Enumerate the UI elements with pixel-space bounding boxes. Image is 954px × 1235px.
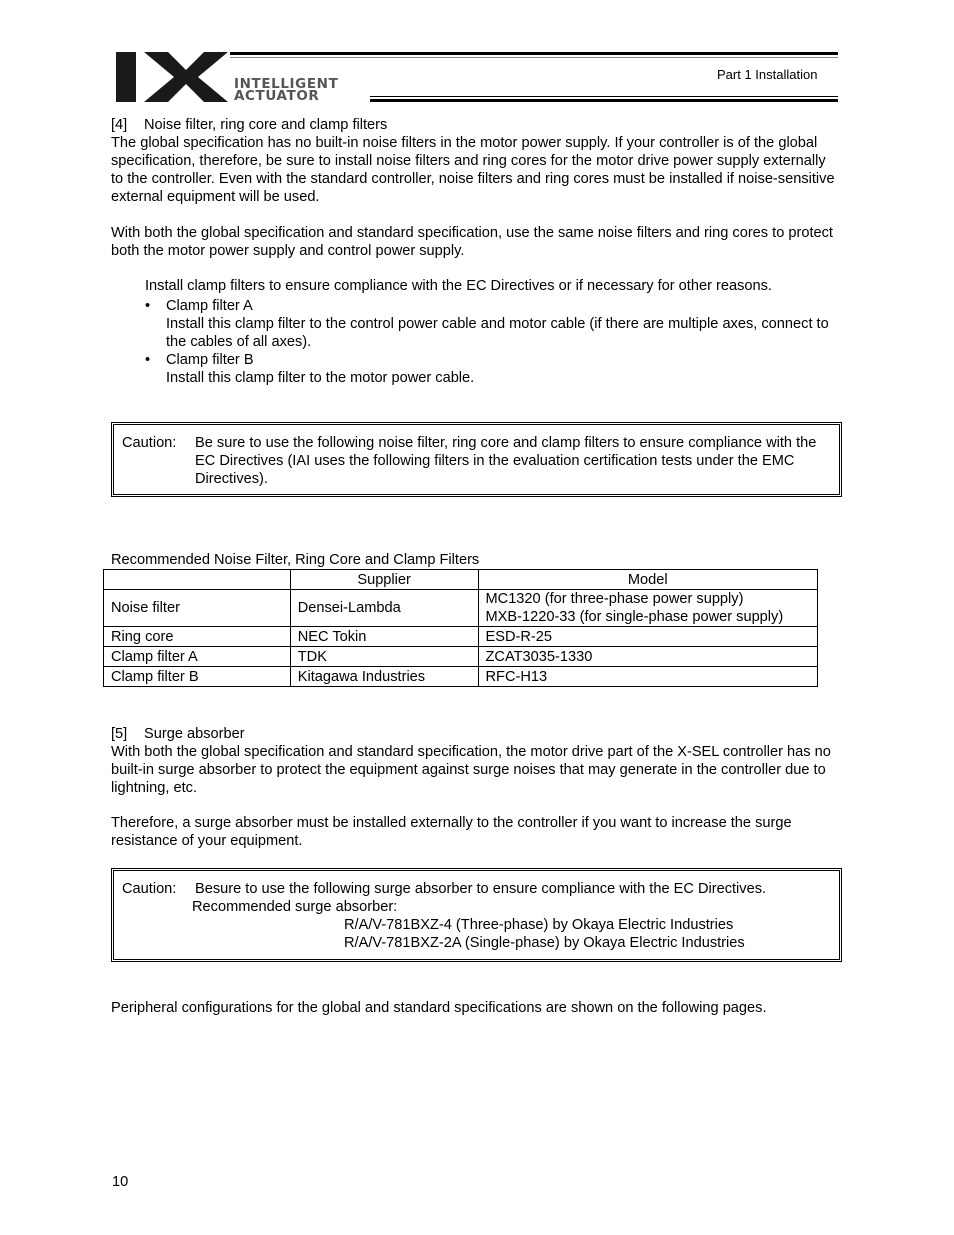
surge-model: R/A/V-781BXZ-4 (Three-phase) by Okaya Electric Industries [344, 917, 734, 933]
logo-line-intelligent: INTELLIGENT [234, 76, 339, 92]
section-4-paragraph-1: The global specification has no built-in noise filters in the motor power supply. If your controller is of the global specification, therefore, be sure to install noise filters and ring cores for the motor drive power supply externally to the controller. Even with the standard controller, noise filters and ring cores must be installed if noise-sensitive external equipment will be used. [111, 135, 835, 205]
section-4-paragraph-2: With both the global specification and standard specification, use the same noise filters and ring cores to protect both the motor power supply and control power supply. [111, 225, 833, 259]
section-5-heading [111, 725, 245, 743]
bullet-icon: • [145, 352, 151, 368]
cell-model [478, 590, 818, 627]
cell-item: Ring core [104, 627, 291, 647]
table-caption: Recommended Noise Filter, Ring Core and Clamp Filters [111, 552, 480, 568]
cell-supplier: NEC Tokin [290, 627, 478, 647]
cell-item: Clamp filter A [104, 647, 291, 667]
model-line: MXB-1220-33 (for single-phase power supply) [485, 609, 784, 625]
cell-supplier: Kitagawa Industries [290, 667, 478, 687]
section-4-number: [4] [111, 117, 128, 133]
table-row [104, 627, 818, 647]
caution-box-filters [111, 422, 842, 497]
recommended-filters-table [103, 569, 818, 687]
section-5-number: [5] [111, 726, 128, 742]
section-4-heading [111, 116, 387, 134]
table-header-item [104, 570, 291, 590]
table-row [104, 590, 818, 627]
caution-label: Caution: [122, 435, 177, 451]
model-line: MC1320 (for three-phase power supply) [485, 591, 744, 607]
bullet-text: Install this clamp filter to the motor power cable. [166, 370, 475, 386]
bullet-text: Install this clamp filter to the control power cable and motor cable (if there are multiple axes, connect to the cables of all axes). [166, 316, 829, 350]
logo-wordmark [234, 78, 338, 102]
bullet-clamp-filter-b [145, 351, 835, 387]
table-header-model: Model [478, 570, 818, 590]
bullet-icon: • [145, 298, 151, 314]
clamp-intro: Install clamp filters to ensure compliance with the EC Directives or if necessary for other reasons. [145, 278, 772, 294]
cell-model: RFC-H13 [478, 667, 818, 687]
caution-subheading: Recommended surge absorber: [192, 899, 398, 915]
table-header-row [104, 570, 818, 590]
closing-paragraph: Peripheral configurations for the global and standard specifications are shown on the following pages. [111, 1000, 767, 1016]
header-rule-top [230, 52, 838, 55]
section-5-paragraph-2: Therefore, a surge absorber must be installed externally to the controller if you want to increase the surge resistance of your equipment. [111, 815, 792, 849]
bullet-clamp-filter-a [145, 297, 835, 351]
logo-line-actuator: ACTUATOR [234, 88, 320, 104]
caution-text: Besure to use the following surge absorber to ensure compliance with the EC Directives. [195, 881, 767, 897]
caution-box-surge [111, 868, 842, 962]
cell-model: ESD-R-25 [478, 627, 818, 647]
page-number: 10 [112, 1174, 129, 1190]
table-row [104, 667, 818, 687]
ix-logo-mark [116, 52, 228, 102]
header-rule-bottom [370, 99, 838, 102]
bullet-title: Clamp filter B [166, 352, 254, 368]
header-rule-top-thin [230, 57, 838, 58]
cell-supplier: Densei-Lambda [290, 590, 478, 627]
caution-text: Be sure to use the following noise filter, ring core and clamp filters to ensure compliance with the EC Directives (IAI uses the following filters in the evaluation certification tests under the EMC Directives). [195, 435, 817, 487]
cell-supplier: TDK [290, 647, 478, 667]
surge-model: R/A/V-781BXZ-2A (Single-phase) by Okaya Electric Industries [344, 935, 745, 951]
cell-item: Clamp filter B [104, 667, 291, 687]
section-label: Part 1 Installation [717, 67, 818, 82]
section-5-title: Surge absorber [144, 726, 245, 742]
caution-label: Caution: [122, 881, 177, 897]
section-5-paragraph-1: With both the global specification and standard specification, the motor drive part of the X-SEL controller has no built-in surge absorber to protect the equipment against surge noises that may generate in the controller due to lightning, etc. [111, 744, 831, 796]
cell-item: Noise filter [104, 590, 291, 627]
table-header-supplier: Supplier [290, 570, 478, 590]
table-row [104, 647, 818, 667]
bullet-title: Clamp filter A [166, 298, 253, 314]
cell-model: ZCAT3035-1330 [478, 647, 818, 667]
header-rule-bottom-thin [370, 96, 838, 97]
section-4-title: Noise filter, ring core and clamp filters [144, 117, 388, 133]
